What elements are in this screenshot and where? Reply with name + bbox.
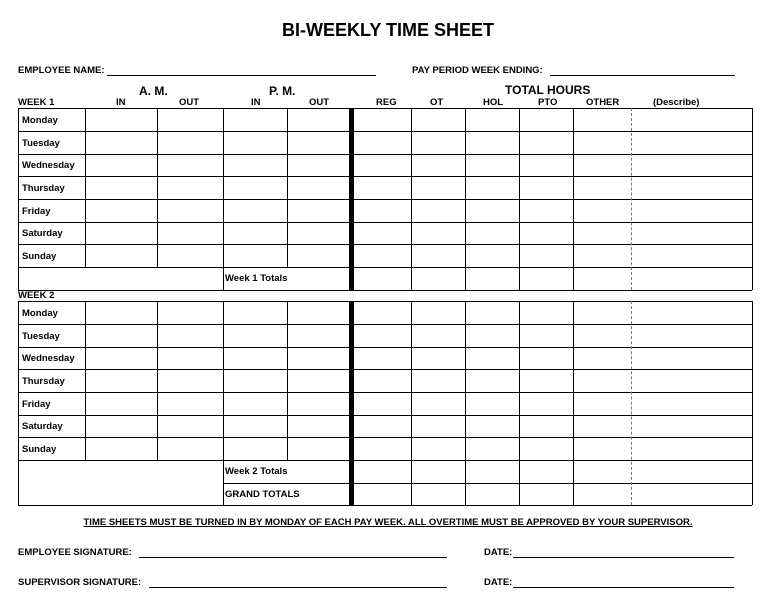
ot-header: OT [430,97,444,108]
supervisor-signature-field[interactable] [149,587,447,588]
hol-header: HOL [483,97,504,108]
employee-name-label: EMPLOYEE NAME: [18,65,105,76]
supervisor-date-label: DATE: [484,577,513,588]
week2-day-monday: Monday [22,308,58,319]
week1-day-monday: Monday [22,115,58,126]
supervisor-signature-label: SUPERVISOR SIGNATURE: [18,577,142,588]
grand-totals-label: GRAND TOTALS [225,489,300,500]
supervisor-date-field[interactable] [513,587,734,588]
employee-date-label: DATE: [484,547,513,558]
week1-totals-label: Week 1 Totals [225,273,288,284]
week2-label: WEEK 2 [18,290,55,301]
week1-day-saturday: Saturday [22,228,63,239]
week1-day-wednesday: Wednesday [22,160,75,171]
week1-day-sunday: Sunday [22,251,57,262]
week1-day-friday: Friday [22,206,51,217]
week2-day-friday: Friday [22,399,51,410]
pm-in-header: IN [251,97,261,108]
week1-label: WEEK 1 [18,97,55,108]
employee-date-field[interactable] [513,557,734,558]
employee-signature-field[interactable] [139,557,447,558]
pm-header: P. M. [269,84,296,98]
page-title: BI-WEEKLY TIME SHEET [281,20,495,40]
pay-period-label: PAY PERIOD WEEK ENDING: [412,65,543,76]
am-in-header: IN [116,97,126,108]
employee-signature-label: EMPLOYEE SIGNATURE: [18,547,132,558]
overtime-notice: TIME SHEETS MUST BE TURNED IN BY MONDAY OF EACH PAY WEEK. ALL OVERTIME MUST BE APPROVED BY YOUR SUPERVISOR. [83,517,693,528]
pto-header: PTO [538,97,558,108]
week2-day-thursday: Thursday [22,376,65,387]
employee-name-field[interactable] [107,75,376,76]
reg-header: REG [376,97,397,108]
week2-day-tuesday: Tuesday [22,331,60,342]
pm-out-header: OUT [309,97,330,108]
week1-day-tuesday: Tuesday [22,138,60,149]
describe-header: (Describe) [653,97,700,108]
am-out-header: OUT [179,97,200,108]
pay-period-field[interactable] [550,75,735,76]
week2-totals-label: Week 2 Totals [225,466,288,477]
week1-day-thursday: Thursday [22,183,65,194]
week2-day-saturday: Saturday [22,421,63,432]
other-header: OTHER [586,97,620,108]
am-header: A. M. [139,84,168,98]
week2-day-wednesday: Wednesday [22,353,75,364]
total-hours-header: TOTAL HOURS [505,83,591,97]
week2-day-sunday: Sunday [22,444,57,455]
